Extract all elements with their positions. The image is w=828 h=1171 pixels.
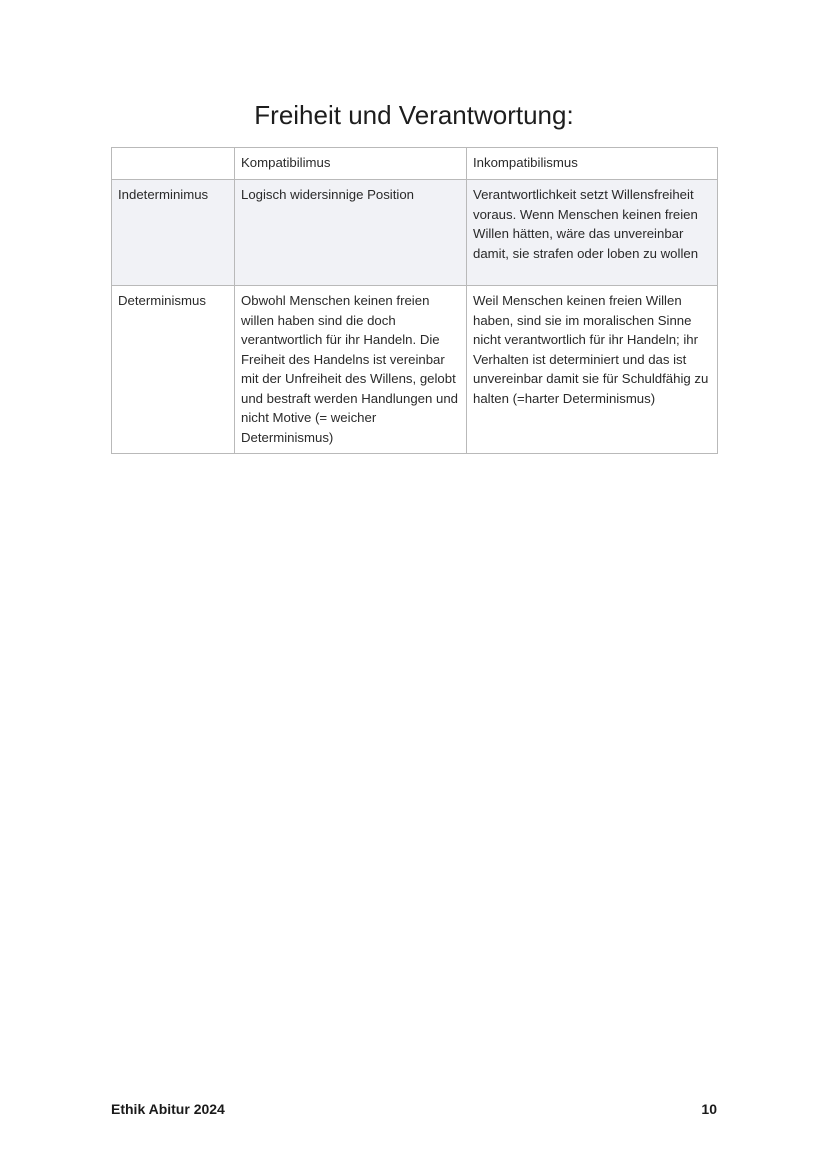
table-row	[112, 286, 718, 454]
comparison-table	[111, 147, 718, 454]
table-row	[112, 180, 718, 286]
row-label-determinismus: Determinismus	[112, 286, 235, 454]
page-title: Freiheit und Verantwortung:	[254, 100, 574, 130]
header-cell-kompatibilismus: Kompatibilimus	[235, 148, 467, 180]
footer-page-number: 10	[701, 1101, 717, 1117]
cell-indeterminismus-inkompatibilismus: Verantwortlichkeit setzt Willensfreiheit voraus. Wenn Menschen keinen freien Willen hätten, wäre das unvereinbar damit, sie strafen oder loben zu wollen	[467, 180, 718, 286]
cell-determinismus-kompatibilismus: Obwohl Menschen keinen freien willen haben sind die doch verantwortlich für ihr Handeln. Die Freiheit des Handelns ist vereinbar mit der Unfreiheit des Willens, gelobt und bestraft werden Handlungen und nicht Motive (= weicher Determinismus)	[235, 286, 467, 454]
cell-indeterminismus-kompatibilismus: Logisch widersinnige Position	[235, 180, 467, 286]
row-label-indeterminismus: Indeterminimus	[112, 180, 235, 286]
footer-document-title: Ethik Abitur 2024	[111, 1101, 225, 1117]
table-header-row	[112, 148, 718, 180]
header-cell-empty	[112, 148, 235, 180]
header-cell-inkompatibilismus: Inkompatibilismus	[467, 148, 718, 180]
cell-determinismus-inkompatibilismus: Weil Menschen keinen freien Willen haben, sind sie im moralischen Sinne nicht verantwortlich für ihr Handeln; ihr Verhalten ist determiniert und das ist unvereinbar damit sie für Schuldfähig zu halten (=harter Determinismus)	[467, 286, 718, 454]
